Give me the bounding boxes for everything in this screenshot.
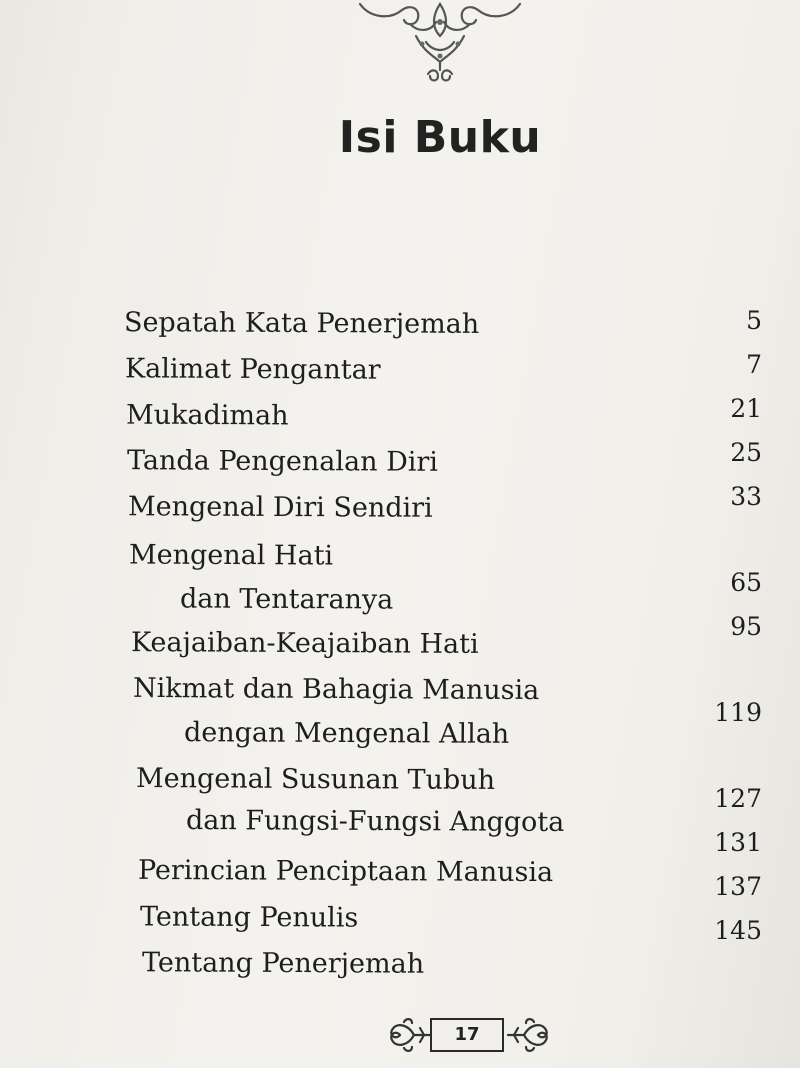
toc-entry-title-continued: dan Tentaranya [179, 583, 394, 616]
toc-entry-page: 7 [746, 350, 762, 379]
toc-entry-title: Tentang Penulis [139, 901, 359, 934]
toc-entry-title: Perincian Penciptaan Manusia [137, 854, 554, 889]
right-flourish-icon [506, 1014, 554, 1056]
toc-entry-page: 21 [730, 394, 762, 423]
toc-entry-title: Mengenal Diri Sendiri [127, 491, 433, 524]
toc-entry-title-continued: dengan Mengenal Allah [183, 717, 510, 750]
toc-entry-page: 127 [714, 784, 762, 813]
toc-entry-title: Keajaiban-Keajaiban Hati [130, 627, 479, 660]
page-number-footer [384, 1014, 554, 1060]
toc-entry-title: Tentang Penerjemah [141, 947, 425, 980]
toc-entry-title-continued: dan Fungsi-Fungsi Anggota [185, 805, 565, 838]
toc-entry-title: Mengenal Susunan Tubuh [135, 763, 496, 796]
toc-entry-page: 95 [730, 612, 762, 641]
toc-entry-page: 5 [746, 306, 762, 335]
toc-entry-page: 25 [730, 438, 762, 467]
toc-entry-title: Sepatah Kata Penerjemah [123, 307, 480, 340]
toc-entry-title: Mengenal Hati [128, 539, 334, 572]
page-title: Isi Buku [338, 112, 542, 163]
toc-entry-page: 65 [730, 568, 762, 597]
top-ornament-icon [340, 0, 540, 90]
page-number: 17 [430, 1018, 504, 1052]
toc-entry-page: 131 [714, 828, 762, 857]
toc-entry-page: 137 [714, 872, 762, 901]
toc-entry-title: Kalimat Pengantar [124, 353, 381, 386]
toc-entry-title: Nikmat dan Bahagia Manusia [132, 672, 540, 707]
toc-entry-page: 145 [714, 916, 762, 945]
toc-entry-title: Tanda Pengenalan Diri [126, 445, 439, 478]
left-flourish-icon [384, 1014, 432, 1056]
toc-entry-page: 33 [730, 482, 762, 511]
toc-entry-title: Mukadimah [125, 399, 289, 432]
toc-entry-page: 119 [714, 698, 762, 727]
